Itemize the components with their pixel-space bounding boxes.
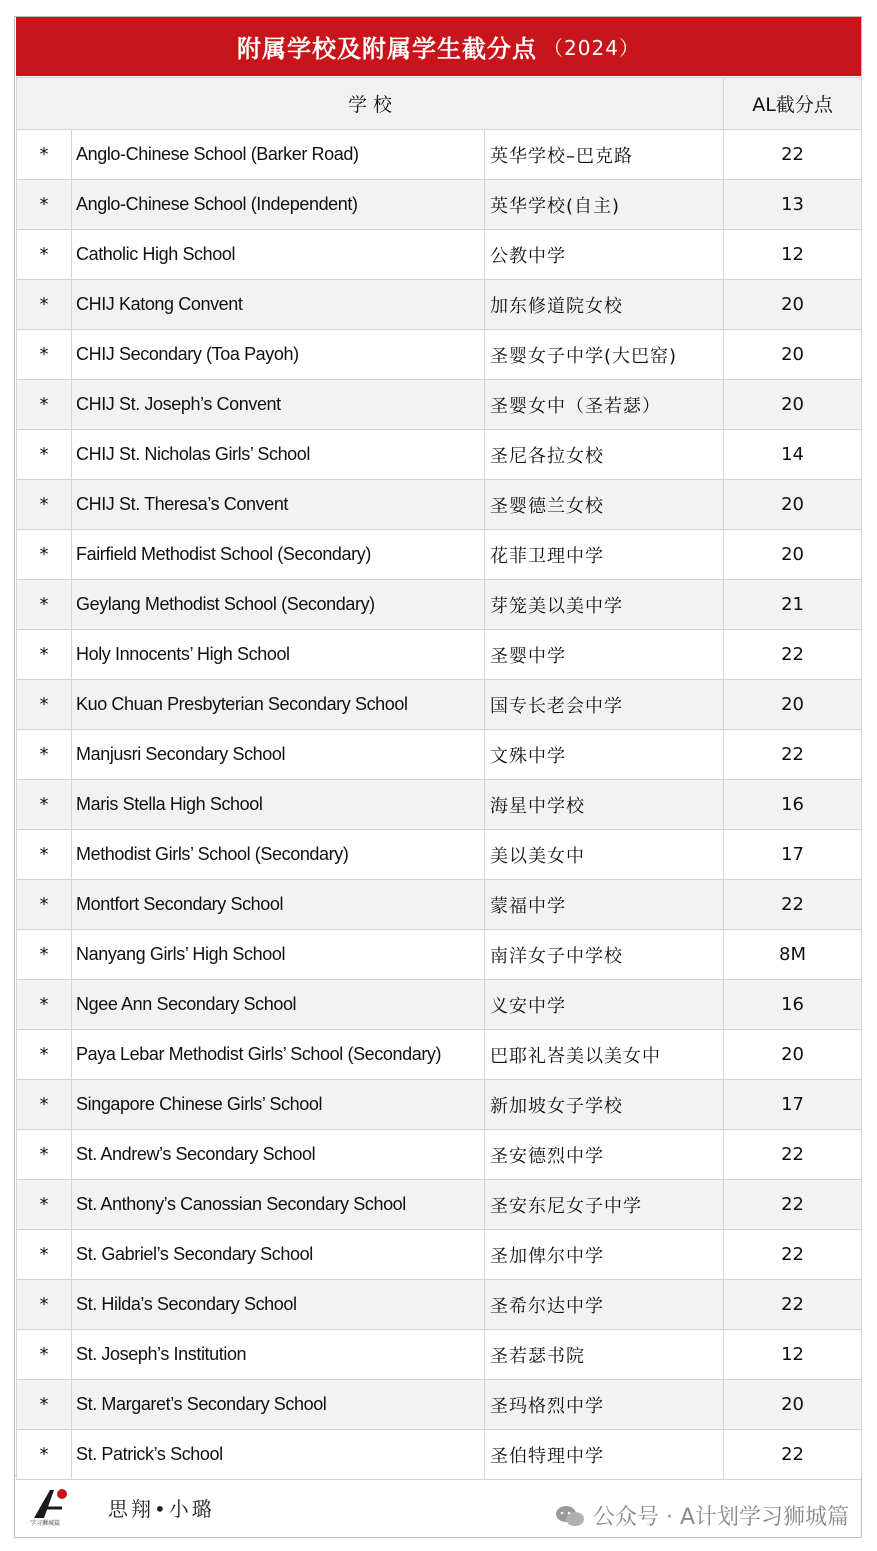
school-name-en: CHIJ St. Theresa’s Convent	[72, 480, 485, 530]
table-row	[17, 730, 862, 780]
row-marker: *	[17, 530, 72, 580]
table-row	[17, 480, 862, 530]
school-name-en: Nanyang Girls’ High School	[72, 930, 485, 980]
al-cutoff: 16	[724, 780, 862, 830]
al-cutoff: 20	[724, 330, 862, 380]
school-name-en: Manjusri Secondary School	[72, 730, 485, 780]
table-row	[17, 780, 862, 830]
table-row	[17, 1380, 862, 1430]
wechat-credit	[555, 1500, 849, 1531]
row-marker: *	[17, 930, 72, 980]
row-marker: *	[17, 1030, 72, 1080]
table-row	[17, 1230, 862, 1280]
school-name-cn: 义安中学	[485, 980, 724, 1030]
school-name-cn: 圣婴女中（圣若瑟）	[485, 380, 724, 430]
table-row	[17, 1430, 862, 1480]
school-name-cn: 圣伯特理中学	[485, 1430, 724, 1480]
al-cutoff: 20	[724, 380, 862, 430]
school-name-en: Anglo-Chinese School (Barker Road)	[72, 130, 485, 180]
row-marker: *	[17, 1380, 72, 1430]
school-name-cn: 圣婴女子中学(大巴窑)	[485, 330, 724, 380]
school-name-cn: 新加坡女子学校	[485, 1080, 724, 1130]
al-cutoff: 20	[724, 1380, 862, 1430]
school-name-en: Kuo Chuan Presbyterian Secondary School	[72, 680, 485, 730]
al-cutoff: 13	[724, 180, 862, 230]
al-cutoff: 20	[724, 280, 862, 330]
row-marker: *	[17, 680, 72, 730]
al-cutoff: 14	[724, 430, 862, 480]
header-row	[17, 78, 862, 130]
school-name-cn: 英华学校(自主)	[485, 180, 724, 230]
table-row	[17, 1080, 862, 1130]
school-name-en: CHIJ St. Joseph’s Convent	[72, 380, 485, 430]
table-row	[17, 530, 862, 580]
al-cutoff: 12	[724, 1330, 862, 1380]
al-cutoff: 20	[724, 1030, 862, 1080]
school-name-en: Geylang Methodist School (Secondary)	[72, 580, 485, 630]
table-row	[17, 430, 862, 480]
table-row	[17, 230, 862, 280]
school-name-en: Methodist Girls’ School (Secondary)	[72, 830, 485, 880]
row-marker: *	[17, 180, 72, 230]
row-marker: *	[17, 980, 72, 1030]
al-cutoff: 8M	[724, 930, 862, 980]
row-marker: *	[17, 1330, 72, 1380]
school-name-en: St. Patrick’s School	[72, 1430, 485, 1480]
title-main: 附属学校及附属学生截分点	[237, 35, 538, 63]
row-marker: *	[17, 630, 72, 680]
credit-text: 公众号 · A计划学习狮城篇	[592, 1505, 849, 1530]
school-name-cn: 圣玛格烈中学	[485, 1380, 724, 1430]
al-column-header: AL截分点	[724, 78, 862, 130]
table-row	[17, 380, 862, 430]
al-cutoff: 22	[724, 880, 862, 930]
school-name-en: Paya Lebar Methodist Girls’ School (Secondary)	[72, 1030, 485, 1080]
school-name-en: St. Margaret’s Secondary School	[72, 1380, 485, 1430]
table-row	[17, 1180, 862, 1230]
school-name-en: St. Anthony’s Canossian Secondary School	[72, 1180, 485, 1230]
row-marker: *	[17, 880, 72, 930]
table-row	[17, 130, 862, 180]
school-name-en: Catholic High School	[72, 230, 485, 280]
school-name-cn: 圣尼各拉女校	[485, 430, 724, 480]
al-cutoff: 22	[724, 1180, 862, 1230]
school-name-cn: 加东修道院女校	[485, 280, 724, 330]
school-name-en: St. Hilda’s Secondary School	[72, 1280, 485, 1330]
school-table	[16, 77, 862, 1480]
al-cutoff: 20	[724, 530, 862, 580]
school-name-cn: 圣安德烈中学	[485, 1130, 724, 1180]
al-cutoff: 17	[724, 830, 862, 880]
school-name-cn: 海星中学校	[485, 780, 724, 830]
school-name-cn: 国专长老会中学	[485, 680, 724, 730]
row-marker: *	[17, 130, 72, 180]
row-marker: *	[17, 1080, 72, 1130]
school-name-cn: 圣婴德兰女校	[485, 480, 724, 530]
school-name-cn: 公教中学	[485, 230, 724, 280]
title-year: （2024）	[543, 36, 640, 60]
table-row	[17, 280, 862, 330]
school-name-cn: 文殊中学	[485, 730, 724, 780]
school-name-cn: 巴耶礼峇美以美女中	[485, 1030, 724, 1080]
table-row	[17, 630, 862, 680]
brand-logo	[26, 1486, 76, 1526]
al-cutoff: 22	[724, 1130, 862, 1180]
school-name-en: Singapore Chinese Girls’ School	[72, 1080, 485, 1130]
al-cutoff: 22	[724, 630, 862, 680]
school-name-cn: 圣安东尼女子中学	[485, 1180, 724, 1230]
page-title	[16, 17, 861, 76]
school-column-header: 学 校	[17, 78, 724, 130]
table-row	[17, 330, 862, 380]
school-name-cn: 圣加俾尔中学	[485, 1230, 724, 1280]
school-name-cn: 圣若瑟书院	[485, 1330, 724, 1380]
table-body	[17, 130, 862, 1480]
row-marker: *	[17, 480, 72, 530]
row-marker: *	[17, 380, 72, 430]
table-row	[17, 580, 862, 630]
school-name-en: Holy Innocents’ High School	[72, 630, 485, 680]
al-cutoff: 12	[724, 230, 862, 280]
table-row	[17, 830, 862, 880]
al-cutoff: 22	[724, 730, 862, 780]
school-name-cn: 花菲卫理中学	[485, 530, 724, 580]
school-name-en: Maris Stella High School	[72, 780, 485, 830]
school-name-en: Montfort Secondary School	[72, 880, 485, 930]
row-marker: *	[17, 230, 72, 280]
row-marker: *	[17, 280, 72, 330]
school-name-cn: 芽笼美以美中学	[485, 580, 724, 630]
al-cutoff: 16	[724, 980, 862, 1030]
school-name-en: Anglo-Chinese School (Independent)	[72, 180, 485, 230]
school-name-cn: 圣希尔达中学	[485, 1280, 724, 1330]
row-marker: *	[17, 780, 72, 830]
row-marker: *	[17, 1130, 72, 1180]
school-name-cn: 美以美女中	[485, 830, 724, 880]
school-name-en: St. Joseph’s Institution	[72, 1330, 485, 1380]
row-marker: *	[17, 1230, 72, 1280]
al-cutoff: 22	[724, 130, 862, 180]
row-marker: *	[17, 430, 72, 480]
row-marker: *	[17, 1280, 72, 1330]
al-cutoff: 20	[724, 680, 862, 730]
school-name-cn: 圣婴中学	[485, 630, 724, 680]
row-marker: *	[17, 730, 72, 780]
al-cutoff: 22	[724, 1280, 862, 1330]
wechat-icon	[555, 1504, 585, 1528]
table-row	[17, 880, 862, 930]
school-name-cn: 英华学校–巴克路	[485, 130, 724, 180]
table-row	[17, 1030, 862, 1080]
table-row	[17, 930, 862, 980]
row-marker: *	[17, 1430, 72, 1480]
al-cutoff: 20	[724, 480, 862, 530]
row-marker: *	[17, 330, 72, 380]
school-name-en: CHIJ Secondary (Toa Payoh)	[72, 330, 485, 380]
al-cutoff: 21	[724, 580, 862, 630]
table-row	[17, 1130, 862, 1180]
al-cutoff: 22	[724, 1430, 862, 1480]
signature: 思翔•小璐	[108, 1497, 215, 1521]
al-cutoff: 17	[724, 1080, 862, 1130]
table-row	[17, 980, 862, 1030]
row-marker: *	[17, 580, 72, 630]
table-row	[17, 1330, 862, 1380]
school-name-cn: 蒙福中学	[485, 880, 724, 930]
school-name-en: CHIJ St. Nicholas Girls’ School	[72, 430, 485, 480]
table-row	[17, 180, 862, 230]
row-marker: *	[17, 830, 72, 880]
logo-text: 学习狮城篇	[30, 1520, 61, 1526]
table-row	[17, 1280, 862, 1330]
school-name-en: St. Gabriel’s Secondary School	[72, 1230, 485, 1280]
school-name-en: CHIJ Katong Convent	[72, 280, 485, 330]
al-cutoff: 22	[724, 1230, 862, 1280]
school-name-en: St. Andrew’s Secondary School	[72, 1130, 485, 1180]
school-name-en: Ngee Ann Secondary School	[72, 980, 485, 1030]
table-row	[17, 680, 862, 730]
school-name-cn: 南洋女子中学校	[485, 930, 724, 980]
school-name-en: Fairfield Methodist School (Secondary)	[72, 530, 485, 580]
row-marker: *	[17, 1180, 72, 1230]
